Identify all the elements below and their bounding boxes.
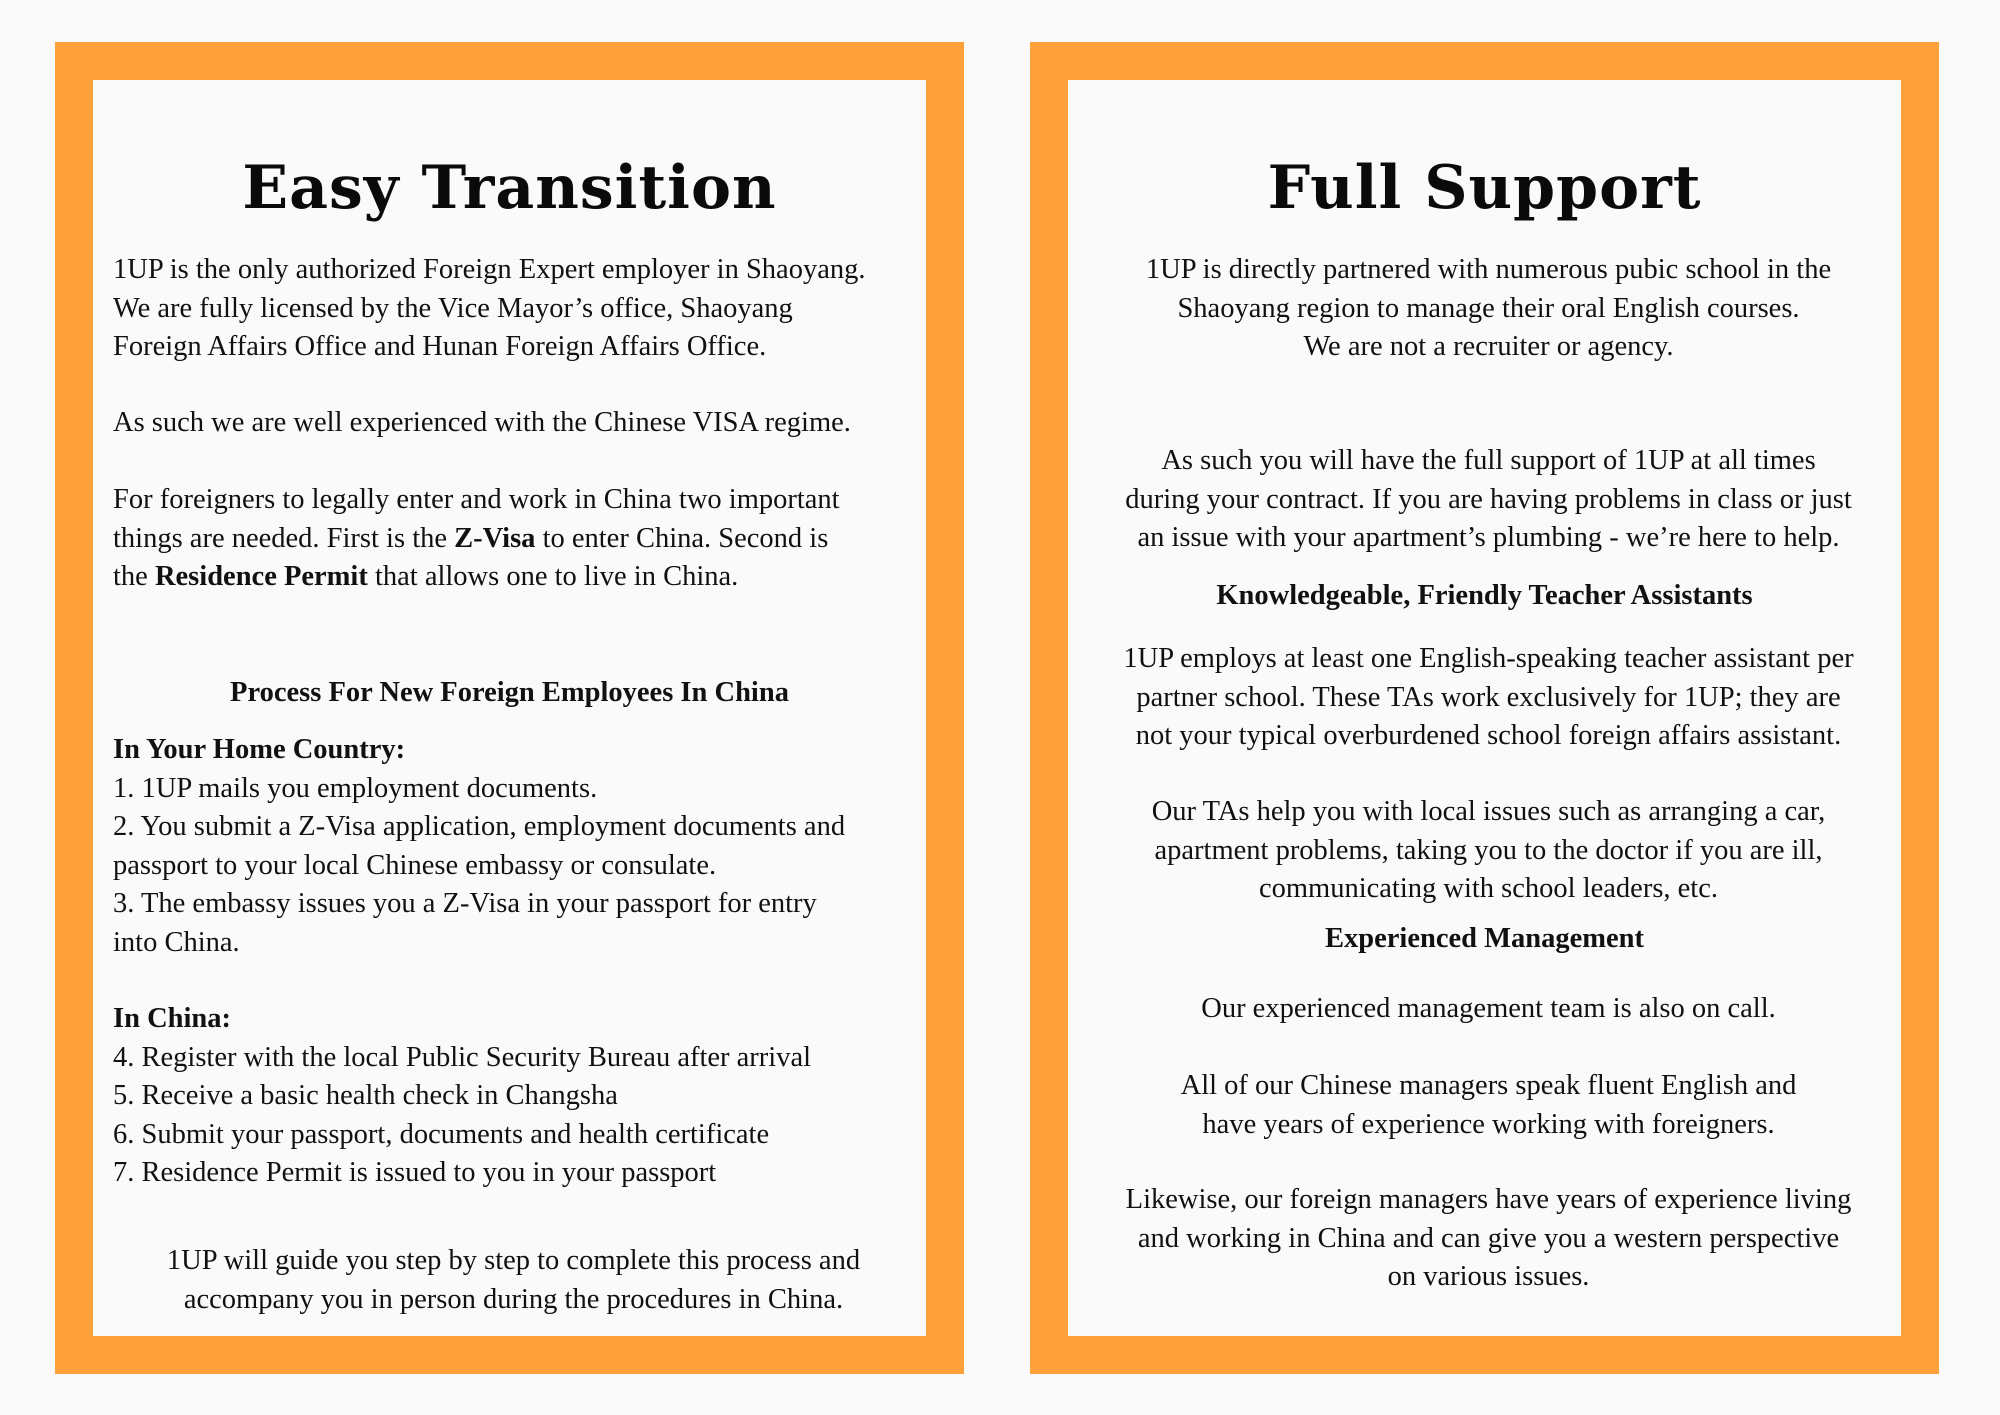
visa-paragraph (113, 404, 914, 443)
intro-paragraph (1088, 251, 1889, 367)
china-section (113, 1000, 914, 1193)
chinese-managers-line: All of our Chinese managers speak fluent English and (1180, 1070, 1797, 1101)
ta-help-line: Our TAs help you with local issues such as arranging a car, (1151, 796, 1826, 827)
intro-line: Foreign Affairs Office and Hunan Foreign Affairs Office. (113, 331, 767, 362)
intro-line: Shaoyang region to manage their oral English courses. (1177, 292, 1800, 324)
requirements-text: that allows one to live in China. (367, 561, 739, 592)
requirements-line (113, 558, 914, 597)
requirements-text: to enter China. Second is (535, 522, 829, 554)
panel-title: Full Support (1267, 153, 1702, 223)
closing-line: accompany you in person during the procedures in China. (183, 1283, 844, 1315)
home-country-section (113, 731, 914, 962)
intro-line: 1UP is the only authorized Foreign Expert employer in Shaoyang. (113, 254, 866, 285)
step-item: into China. (113, 926, 240, 958)
support-paragraph (1088, 442, 1889, 558)
management-paragraph (1088, 990, 1889, 1029)
visa-line: As such we are well experienced with the Chinese VISA regime. (113, 407, 851, 438)
foreign-managers-line: and working in China and can give you a western perspective (1137, 1222, 1840, 1254)
chinese-managers-line: have years of experience working with foreigners. (1202, 1108, 1775, 1140)
closing-line: 1UP will guide you step by step to complete this process and (166, 1245, 861, 1276)
full-support-content (1068, 80, 1901, 1336)
full-support-panel (1030, 42, 1939, 1374)
easy-transition-panel (55, 42, 964, 1374)
step-item: 7. Residence Permit is issued to you in your passport (113, 1157, 717, 1188)
z-visa-term: Z-Visa (454, 522, 536, 554)
ta-help-paragraph (1088, 793, 1889, 909)
residence-permit-term: Residence Permit (154, 561, 368, 592)
requirements-paragraph (113, 481, 914, 597)
ta-help-line: apartment problems, taking you to the doctor if you are ill, (1154, 834, 1823, 866)
requirements-line (113, 520, 914, 559)
foreign-managers-line: Likewise, our foreign managers have years of experience living (1125, 1184, 1852, 1215)
panel-title: Easy Transition (242, 153, 777, 223)
support-line: an issue with your apartment’s plumbing - we’re here to help. (1137, 522, 1840, 553)
step-item: 5. Receive a basic health check in Changsha (113, 1080, 618, 1111)
step-item: passport to your local Chinese embassy or consulate. (113, 849, 717, 881)
china-heading: In China: (113, 1003, 232, 1034)
ta-line: 1UP employs at least one English-speaking teacher assistant per (1123, 643, 1854, 674)
intro-line: We are fully licensed by the Vice Mayor’s office, Shaoyang (113, 292, 793, 324)
process-heading: Process For New Foreign Employees In China (230, 677, 789, 708)
ta-help-line: communicating with school leaders, etc. (1258, 873, 1719, 904)
requirements-line: For foreigners to legally enter and work in China two important (113, 484, 840, 515)
step-item: 3. The embassy issues you a Z-Visa in your passport for entry (113, 888, 817, 919)
management-heading: Experienced Management (1325, 923, 1644, 954)
step-item: 4. Register with the local Public Security Bureau after arrival (113, 1041, 812, 1073)
ta-line: partner school. These TAs work exclusively for 1UP; they are (1136, 681, 1841, 713)
foreign-managers-line: on various issues. (1387, 1261, 1590, 1292)
step-item: 2. You submit a Z-Visa application, employment documents and (113, 811, 846, 842)
home-country-heading: In Your Home Country: (113, 734, 406, 765)
ta-paragraph (1088, 640, 1889, 756)
foreign-managers-paragraph (1088, 1181, 1889, 1297)
closing-paragraph (113, 1242, 914, 1319)
support-line: As such you will have the full support of 1UP at all times (1161, 445, 1816, 476)
management-line: Our experienced management team is also on call. (1201, 993, 1776, 1024)
easy-transition-content (93, 80, 926, 1336)
intro-line: We are not a recruiter or agency. (1303, 331, 1674, 362)
ta-line: not your typical overburdened school foreign affairs assistant. (1135, 720, 1842, 751)
intro-paragraph (113, 251, 914, 367)
support-line: during your contract. If you are having problems in class or just (1125, 483, 1852, 515)
step-item: 1. 1UP mails you employment documents. (113, 772, 598, 804)
intro-line: 1UP is directly partnered with numerous pubic school in the (1145, 254, 1832, 285)
requirements-text: things are needed. First is the (113, 522, 455, 554)
requirements-text: the (113, 561, 155, 592)
chinese-managers-paragraph (1088, 1067, 1889, 1144)
step-item: 6. Submit your passport, documents and health certificate (113, 1118, 770, 1150)
teacher-assistants-heading: Knowledgeable, Friendly Teacher Assistants (1216, 580, 1753, 611)
